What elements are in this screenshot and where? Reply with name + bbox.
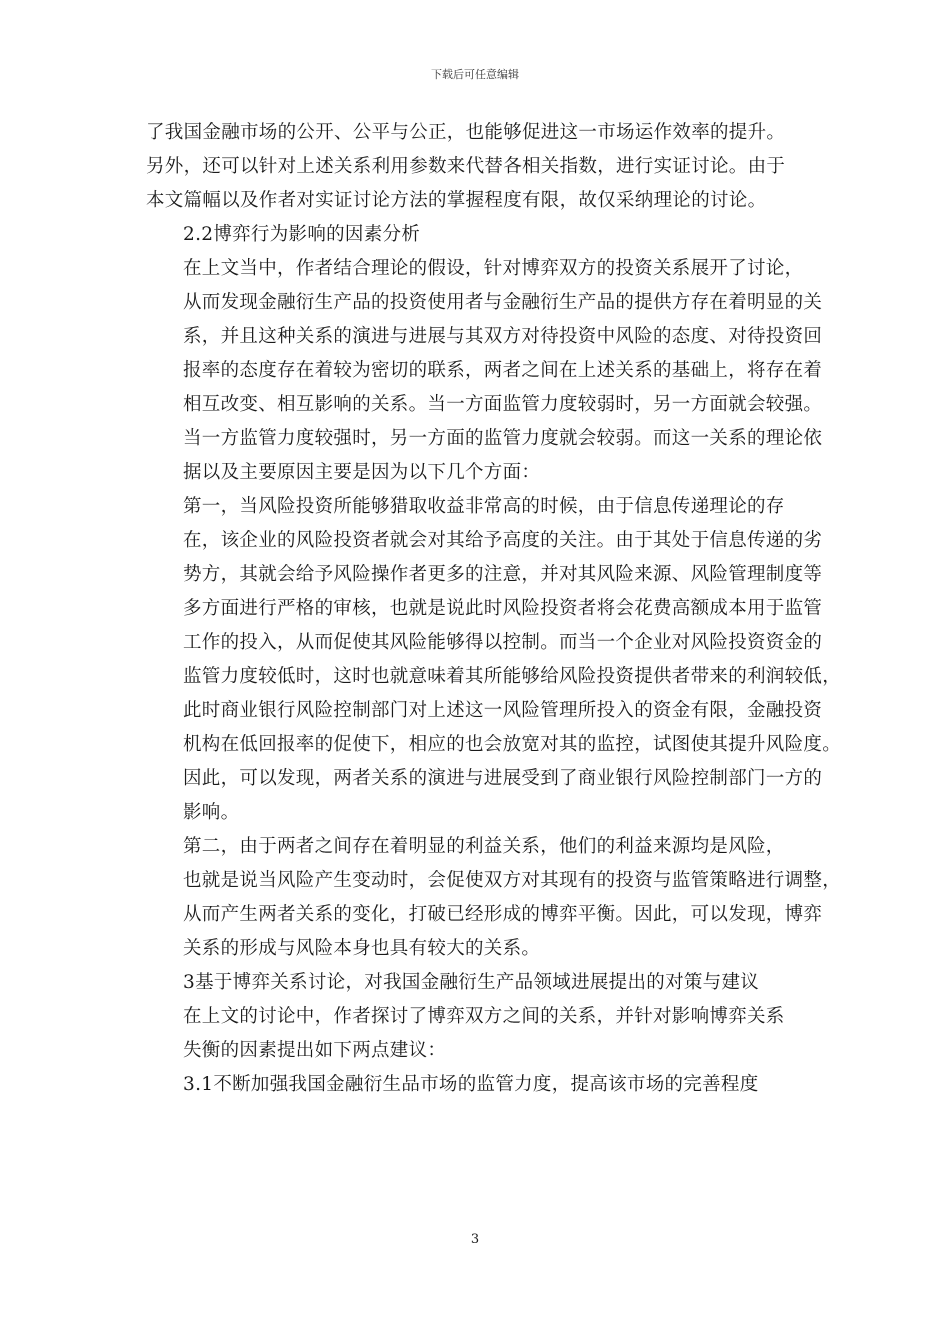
text-line: 系，并且这种关系的演进与进展与其双方对待投资中风险的态度、对待投资回 — [183, 326, 823, 347]
paragraph-second-reason — [146, 830, 842, 966]
document-body — [146, 116, 842, 1102]
paragraph-suggestions-intro — [146, 1000, 808, 1068]
text-line: 此时商业银行风险控制部门对上述这一风险管理所投入的资金有限，金融投资 — [183, 700, 823, 721]
page-header: 下载后可任意编辑 — [431, 68, 519, 81]
heading-text: 2.2博弈行为影响的因素分析 — [183, 224, 421, 245]
text-line: 了我国金融市场的公开、公平与公正，也能够促进这一市场运作效率的提升。 — [146, 122, 786, 143]
text-line: 机构在低回报率的促使下，相应的也会放宽对其的监控，试图使其提升风险度。 — [183, 734, 842, 755]
text-line: 相互改变、相互影响的关系。当一方面监管力度较弱时，另一方面就会较强。 — [183, 394, 823, 415]
section-heading-3-1 — [146, 1068, 808, 1102]
text-line: 第一，当风险投资所能够猎取收益非常高的时候，由于信息传递理论的存 — [183, 496, 785, 517]
text-line: 第二，由于两者之间存在着明显的利益关系，他们的利益来源均是风险， — [183, 836, 785, 857]
text-line: 影响。 — [183, 802, 240, 823]
text-line: 因此，可以发现，两者关系的演进与进展受到了商业银行风险控制部门一方的 — [183, 768, 823, 789]
paragraph-intro-continuation — [146, 116, 808, 218]
text-line: 多方面进行严格的审核，也就是说此时风险投资者将会花费高额成本用于监管 — [183, 598, 823, 619]
section-heading-3 — [146, 966, 808, 1000]
text-line: 另外，还可以针对上述关系利用参数来代替各相关指数，进行实证讨论。由于 — [146, 156, 786, 177]
text-line: 关系的形成与风险本身也具有较大的关系。 — [183, 938, 541, 959]
paragraph-analysis — [146, 252, 823, 490]
text-line: 在，该企业的风险投资者就会对其给予高度的关注。由于其处于信息传递的劣 — [183, 530, 823, 551]
text-line: 从而产生两者关系的变化，打破已经形成的博弈平衡。因此，可以发现，博弈 — [183, 904, 823, 925]
text-line: 当一方监管力度较强时，另一方面的监管力度就会较弱。而这一关系的理论依 — [183, 428, 823, 449]
section-heading-2-2 — [146, 218, 808, 252]
paragraph-first-reason — [146, 490, 842, 830]
text-line: 势方，其就会给予风险操作者更多的注意，并对其风险来源、风险管理制度等 — [183, 564, 823, 585]
text-line: 失衡的因素提出如下两点建议： — [183, 1040, 447, 1061]
text-line: 监管力度较低时，这时也就意味着其所能够给风险投资提供者带来的利润较低， — [183, 666, 842, 687]
text-line: 本文篇幅以及作者对实证讨论方法的掌握程度有限，故仅采纳理论的讨论。 — [146, 190, 767, 211]
text-line: 也就是说当风险产生变动时，会促使双方对其现有的投资与监管策略进行调整， — [183, 870, 842, 891]
text-line: 在上文的讨论中，作者探讨了博弈双方之间的关系，并针对影响博弈关系 — [183, 1006, 785, 1027]
heading-text: 3基于博弈关系讨论，对我国金融衍生产品领域进展提出的对策与建议 — [183, 972, 760, 993]
text-line: 工作的投入，从而促使其风险能够得以控制。而当一个企业对风险投资资金的 — [183, 632, 823, 653]
page-number: 3 — [470, 1232, 480, 1247]
text-line: 据以及主要原因主要是因为以下几个方面： — [183, 462, 541, 483]
text-line: 从而发现金融衍生产品的投资使用者与金融衍生产品的提供方存在着明显的关 — [183, 292, 823, 313]
text-line: 在上文当中，作者结合理论的假设，针对博弈双方的投资关系展开了讨论， — [183, 258, 804, 279]
heading-text: 3.1不断加强我国金融衍生品市场的监管力度，提高该市场的完善程度 — [183, 1074, 759, 1095]
text-line: 报率的态度存在着较为密切的联系，两者之间在上述关系的基础上，将存在着 — [183, 360, 823, 381]
